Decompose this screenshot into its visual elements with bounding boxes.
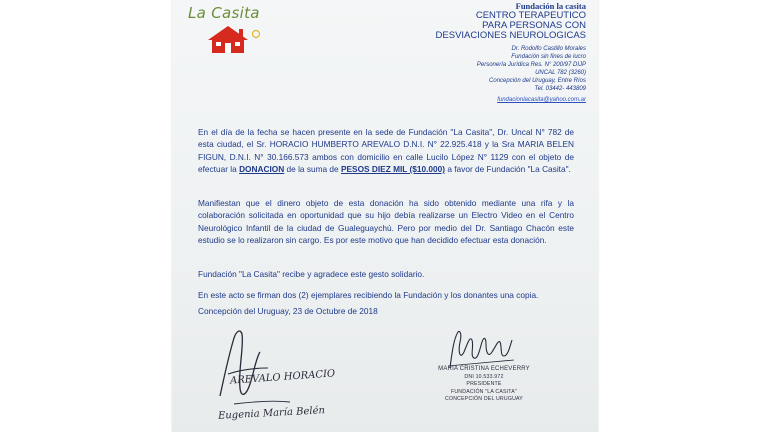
- p1-text-b: de la suma de: [284, 164, 341, 175]
- center-title-3: DESVIACIONES NEUROLOGICAS: [435, 29, 586, 41]
- legal-status: Personería Jurídica Res. N° 200/97 DIJP: [476, 62, 586, 69]
- org-name: Fundación la casita: [515, 1, 586, 11]
- logo-text: La Casita: [188, 4, 260, 22]
- stamp-role: PRESIDENTE: [466, 381, 502, 388]
- paragraph-2: Manifiestan que el dinero objeto de esta donación ha sido obtenido mediante una rifa y la colaboración solicitada en oportunidad que su hijo debía realizarse un Electro Video en el Centro Neurológico Infantil de la ciudad de Gualeguaychú. Pero por medio del Dr. Santiago Chacón este estudio se lo realizaron sin cargo. Es por este motivo que han decidido efectuar esta donación.: [198, 198, 574, 246]
- house-icon: [184, 4, 264, 56]
- donation-amount: PESOS DIEZ MIL ($10.000): [340, 164, 446, 175]
- center-title-1: CENTRO TERAPEUTICO: [475, 9, 586, 21]
- stamp-city: CONCEPCIÓN DEL URUGUAY: [445, 396, 523, 403]
- letter-page: [172, 0, 598, 432]
- phone: Tel. 03442- 443809: [534, 86, 586, 93]
- paragraph-1: [198, 126, 574, 176]
- date-line: Concepción del Uruguay, 23 de Octubre de 2018: [198, 306, 378, 316]
- center-title-2: PARA PERSONAS CON: [482, 19, 586, 31]
- la-casita-logo: [184, 4, 264, 56]
- letterhead: [396, 2, 586, 104]
- city: Concepción del Uruguay, Entre Ríos: [489, 78, 586, 85]
- left-signer-name: AREVALO HORACIO: [229, 368, 336, 387]
- stamp-name: MARIA CRISTINA ECHEVERRY: [438, 366, 530, 372]
- left-signer-name-2: Eugenia María Belén: [217, 405, 326, 422]
- paragraph-3: Fundación "La Casita" recibe y agradece este gesto solidario.: [198, 269, 425, 279]
- director: Dr. Rodolfo Castillo Morales: [511, 45, 586, 52]
- stamp-id: DNI 10.533.972: [464, 373, 504, 380]
- president-stamp: [424, 366, 544, 404]
- p1-text-a: En el día de la fecha se hacen presente en la sede de Fundación "La Casita", Dr. Uncal N° 782 de esta ciudad, el Sr. HORACIO HUMBERTO AREVALO D.N.I. N° 22.925.418 y la Sra MARIA BELEN FIGUN, D.N.I. N° 30.166.573 ambos con domicilio en calle Lucilo López N° 1129 con el objeto de efectuar la: [198, 127, 574, 175]
- email-link[interactable]: fundacionlacasita@yahoo.com.ar: [497, 97, 586, 104]
- address: UNCAL 782 (3260): [535, 70, 586, 77]
- donation-label: DONACION: [239, 164, 285, 175]
- nonprofit-note: Fundación sin fines de lucro: [511, 53, 586, 60]
- stamp-org: FUNDACIÓN "LA CASITA": [450, 388, 517, 395]
- p1-text-c: a favor de Fundación "La Casita".: [445, 164, 571, 175]
- paragraph-4: En este acto se firman dos (2) ejemplares recibiendo la Fundación y los donantes una copia.: [198, 290, 539, 300]
